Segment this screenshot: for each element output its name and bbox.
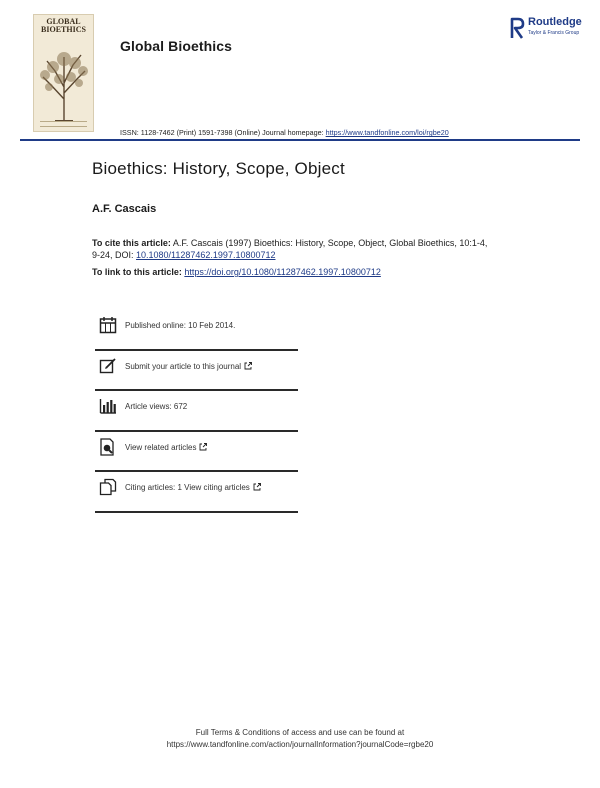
footer-terms-link[interactable]: https://www.tandfonline.com/action/journalInformation?journalCode=rgbe20 (166, 740, 434, 749)
tree-illustration (37, 49, 91, 121)
routledge-logo-icon (509, 17, 525, 39)
metric-label[interactable] (125, 443, 207, 452)
citing-articles-link[interactable]: Citing articles: 1 View citing articles (125, 483, 250, 492)
issn-text: ISSN: 1128-7462 (Print) 1591-7398 (Online) Journal homepage: (120, 128, 326, 137)
bar-chart-icon (99, 397, 117, 415)
article-link-block (92, 267, 381, 277)
metric-label: Article views: 672 (125, 402, 188, 411)
article-metrics-list (95, 310, 298, 513)
cite-label: To cite this article: (92, 238, 171, 248)
metric-related-articles[interactable] (95, 432, 298, 473)
metric-label[interactable] (125, 483, 261, 492)
journal-cover-image (33, 14, 94, 132)
external-link-icon (244, 362, 252, 370)
edit-icon (99, 357, 117, 375)
article-author[interactable]: A.F. Cascais (92, 203, 157, 215)
citation-block (92, 237, 492, 261)
article-url-link[interactable]: https://doi.org/10.1080/11287462.1997.10800712 (184, 267, 381, 277)
submit-article-link[interactable]: Submit your article to this journal (125, 361, 242, 371)
related-articles-link[interactable]: View related articles (125, 442, 197, 452)
external-link-icon (253, 483, 261, 491)
doi-link[interactable]: 10.1080/11287462.1997.10800712 (136, 250, 276, 260)
cover-footer-band (40, 121, 87, 127)
cover-title-line1: GLOBAL (46, 17, 81, 26)
metric-label[interactable] (125, 362, 252, 371)
metric-article-views (95, 391, 298, 432)
issn-line (120, 128, 449, 137)
publisher-logo[interactable] (509, 15, 589, 41)
publisher-tagline: Taylor & Francis Group (528, 30, 580, 36)
calendar-icon (99, 316, 117, 334)
journal-homepage-link[interactable]: https://www.tandfonline.com/loi/rgbe20 (325, 128, 449, 137)
journal-title[interactable]: Global Bioethics (120, 38, 233, 54)
publisher-name: Routledge (528, 16, 582, 28)
search-document-icon (99, 438, 117, 456)
cover-title-line2: BIOETHICS (41, 25, 86, 34)
citing-articles-icon (99, 478, 117, 496)
footer-terms-text: Full Terms & Conditions of access and use can be found at (195, 728, 405, 737)
header-divider (20, 139, 580, 141)
article-title[interactable]: Bioethics: History, Scope, Object (92, 159, 345, 178)
metric-citing-articles[interactable] (95, 472, 298, 513)
metric-published (95, 310, 298, 351)
metric-submit-article[interactable] (95, 351, 298, 392)
external-link-icon (199, 443, 207, 451)
metric-label: Published online: 10 Feb 2014. (125, 321, 236, 330)
terms-footer (0, 727, 600, 751)
cover-title (34, 18, 93, 34)
link-label: To link to this article: (92, 267, 185, 277)
cite-text: A.F. Cascais (1997) Bioethics: History, Scope, Object, Global Bioethics, 10:1-4, 9-24, DOI: (92, 238, 488, 260)
